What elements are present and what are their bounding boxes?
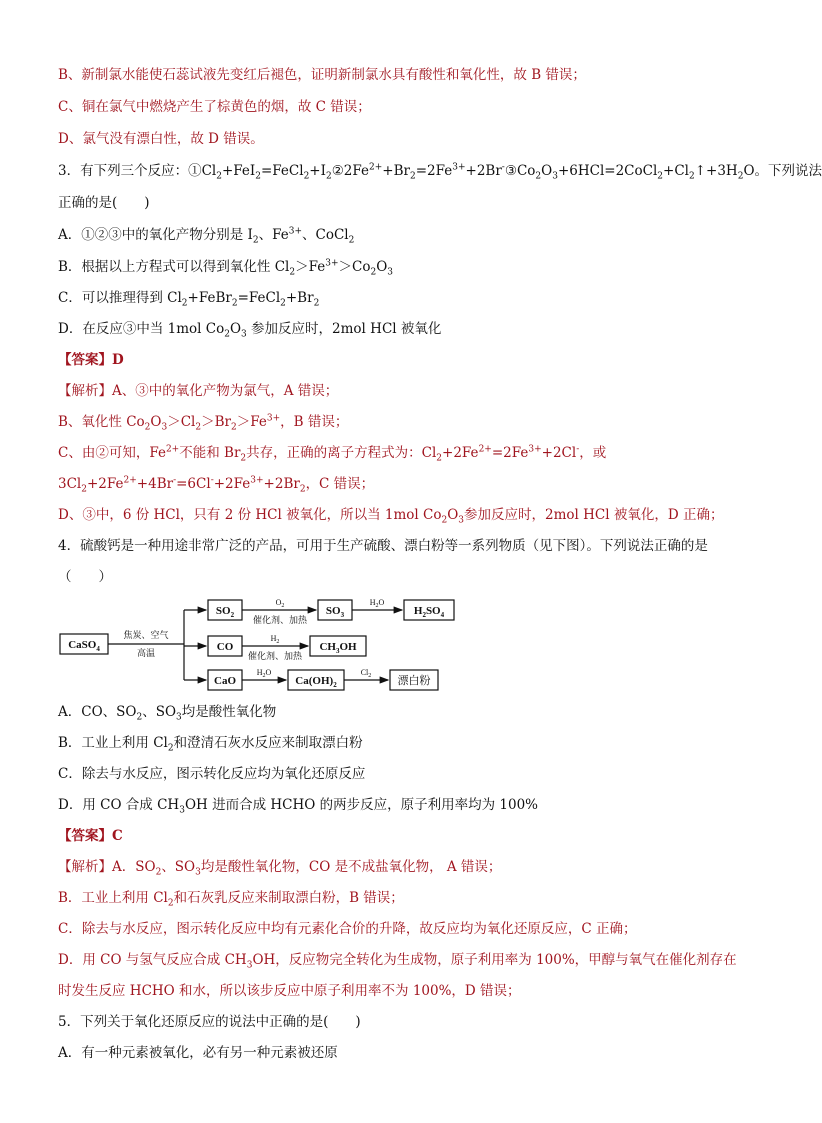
- text-line: C．除去与水反应，图示转化反应中均有元素化合价的升降，故反应均为氧化还原反应，C 正确；: [58, 921, 637, 937]
- reagent-h2o-2: $H_2O$: [256, 668, 272, 679]
- reagent-h2: $H_2$: [270, 634, 280, 645]
- text-line: B、新制氯水能使石蕊试液先变红后褪色，证明新制氯水具有酸性和氧化性，故 B 错误；: [58, 67, 586, 83]
- reagent-h2o-1: $H_2O$: [369, 598, 385, 609]
- reagent-o2: $O_2$: [275, 598, 285, 609]
- text-line: D、氯气没有漂白性，故 D 错误。: [58, 131, 264, 147]
- text-line: 5．下列关于氧化还原反应的说法中正确的是( ): [58, 1014, 361, 1030]
- text-line: 3．有下列三个反应：$①Cl_2+FeI_2=FeCl_2+I_2②2Fe^{2+}+Br_2=2Fe^{3+}+2Br^-③Co_2O_3+6HCl=2CoCl_2+Cl_2↑+3H_2O$。下列说法: [58, 162, 822, 182]
- label-h2so4: $H_2SO_4$: [413, 605, 445, 619]
- text-line: B、氧化性 $Co_2O_3>Cl_2>Br_2>Fe^{3+}$，B 错误；: [58, 413, 349, 433]
- text-line: A．①②③中的氧化产物分别是 $I_2$、$Fe^{3+}$、CoCl$_2$: [58, 226, 355, 246]
- reagent-cl2: $Cl_2$: [360, 668, 372, 679]
- caso4-conversion-diagram: [56, 592, 456, 694]
- text-line: 【解析】A、③中的氧化产物为氯气，A 错误；: [58, 383, 339, 399]
- text-line: （ ）: [58, 569, 112, 585]
- text-line: C、铜在氯气中燃烧产生了棕黄色的烟，故 C 错误；: [58, 99, 371, 115]
- text-line: $3Cl_2+2Fe^{2+}+4Br^-=6Cl^-+2Fe^{3+}+2Br_2$，C 错误；: [58, 475, 375, 495]
- text-line: D、③中，6 份 HCl，只有 2 份 HCl 被氧化，所以当 1mol $Co_2O_3$参加反应时，2mol HCl 被氧化，D 正确；: [58, 507, 724, 526]
- text-line: B．根据以上方程式可以得到氧化性 $Cl_2>Fe^{3+}>Co_2O_3$: [58, 258, 394, 278]
- text-line: B．工业上利用 $Cl_2$和石灰乳反应来制取漂白粉，B 错误；: [58, 890, 404, 909]
- text-line: 【答案】C: [58, 828, 123, 844]
- text-line: A．CO、$SO_2$、$SO_3$均是酸性氧化物: [58, 704, 277, 723]
- label-cao: CaO: [214, 675, 236, 687]
- label-caoh2: $Ca(OH)_2$: [295, 675, 337, 689]
- label-ch3oh: $CH_3OH$: [319, 641, 357, 655]
- text-line: 正确的是( ): [58, 195, 150, 211]
- text-line: 【解析】A．$SO_2$、$SO_3$均是酸性氧化物，CO 是不成盐氧化物， A 错误；: [58, 859, 502, 878]
- text-line: C．除去与水反应，图示转化反应均为氧化还原反应: [58, 766, 366, 782]
- text-line: D．用 CO 与氢气反应合成 $CH_3OH$，反应物完全转化为生成物，原子利用率为 100%，甲醇与氧气在催化剂存在: [58, 952, 737, 971]
- cond-coke-air: 焦炭、空气: [123, 630, 169, 640]
- cond-catalyst-heat-1: 催化剂、加热: [252, 615, 308, 625]
- text-line: A．有一种元素被氧化，必有另一种元素被还原: [58, 1045, 338, 1061]
- text-line: 时发生反应 HCHO 和水，所以该步反应中原子利用率不为 100%，D 错误；: [58, 983, 521, 999]
- text-line: C．可以推理得到 $Cl_2+FeBr_2=FeCl_2+Br_2$: [58, 290, 320, 309]
- label-bleach: 漂白粉: [397, 675, 431, 687]
- text-line: C、由②可知，$Fe^{2+}$不能和 $Br_2$共存，正确的离子方程式为：$Cl_2+2Fe^{2+}=2Fe^{3+}+2Cl^-$，或: [58, 444, 607, 464]
- text-line: D．在反应③中当 1mol $Co_2O_3$ 参加反应时，2mol HCl 被氧化: [58, 321, 442, 340]
- text-line: 【答案】D: [58, 352, 124, 368]
- text-line: 4．硫酸钙是一种用途非常广泛的产品，可用于生产硫酸、漂白粉等一系列物质（见下图）。下列说法正确的是: [58, 538, 708, 554]
- text-line: D．用 CO 合成 $CH_3OH$ 进而合成 HCHO 的两步反应，原子利用率均为 100%: [58, 797, 538, 816]
- cond-high-temp: 高温: [136, 648, 156, 658]
- label-so2: $SO_2$: [215, 605, 235, 619]
- cond-catalyst-heat-2: 催化剂、加热: [247, 651, 303, 661]
- label-caso4: CaSO$_4$: [68, 639, 100, 653]
- text-line: B．工业上利用 $Cl_2$和澄清石灰水反应来制取漂白粉: [58, 735, 363, 754]
- label-so3: $SO_3$: [325, 605, 345, 619]
- label-co: CO: [216, 641, 234, 653]
